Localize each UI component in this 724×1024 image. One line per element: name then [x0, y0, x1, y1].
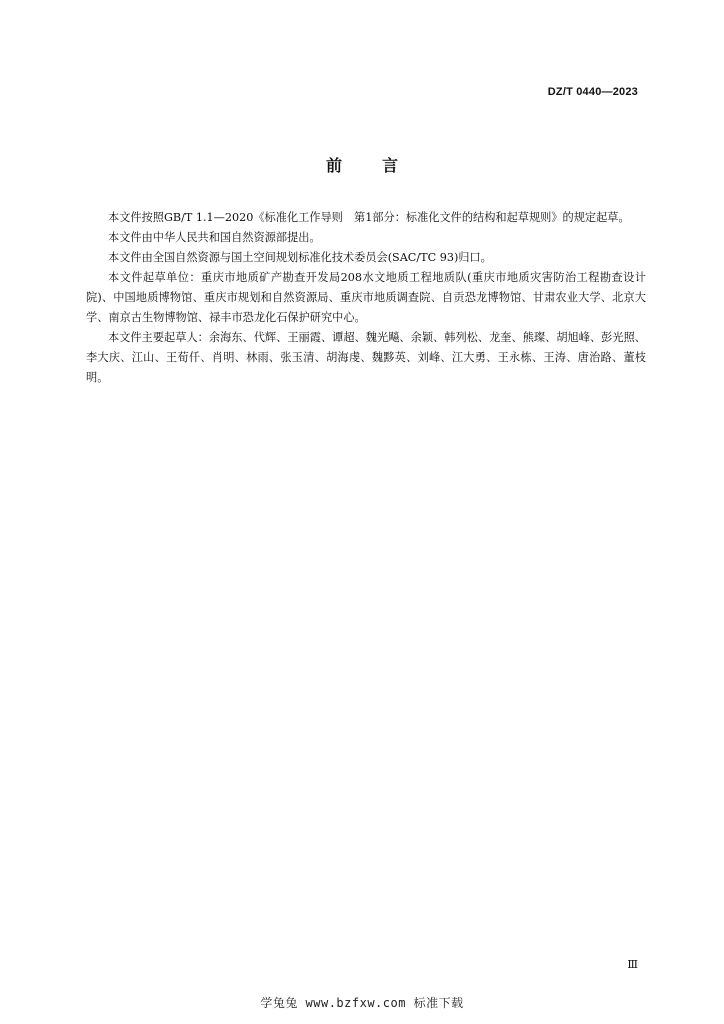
paragraph-drafting-units: 本文件起草单位：重庆市地质矿产勘查开发局208水文地质工程地质队(重庆市地质灾害防治工程勘查设计院)、中国地质博物馆、重庆市规划和自然资源局、重庆市地质调查院、自贡恐龙博物馆、甘肃农业大学、北京大学、南京古生物博物馆、禄丰市恐龙化石保护研究中心。 — [86, 271, 646, 324]
foreword-body — [86, 208, 646, 388]
document-code: DZ/T 0440—2023 — [547, 86, 638, 98]
page-title — [0, 153, 724, 176]
paragraph-proposer: 本文件由中华人民共和国自然资源部提出。 — [108, 231, 321, 244]
watermark-footer: 学兔兔 www.bzfxw.com 标准下载 — [260, 996, 464, 1010]
title-char-2: 言 — [382, 156, 399, 175]
page-number: Ⅲ — [627, 958, 638, 971]
paragraph-committee: 本文件由全国自然资源与国土空间规划标准化技术委员会(SAC/TC 93)归口。 — [108, 251, 492, 264]
paragraph-drafters: 本文件主要起草人：余海东、代辉、王丽霞、谭超、魏光飚、余颖、韩列松、龙奎、熊璨、胡旭峰、彭光照、李大庆、江山、王荀仟、肖明、林雨、张玉清、胡海虔、魏黟英、刘峰、江大勇、王永栋、王涛、唐治路、董枝明。 — [86, 331, 646, 384]
paragraph-drafting-rules: 本文件按照GB/T 1.1—2020《标准化工作导则 第1部分：标准化文件的结构和起草规则》的规定起草。 — [108, 211, 630, 224]
title-char-1: 前 — [325, 156, 342, 175]
